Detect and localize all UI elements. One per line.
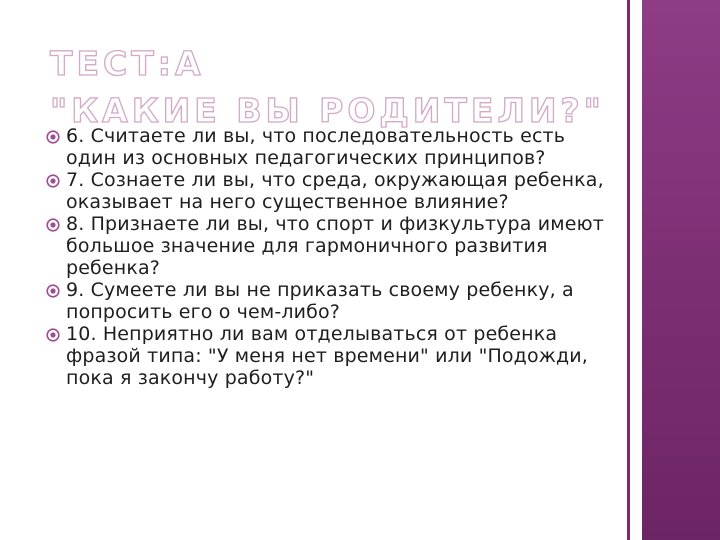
list-item-text: 6. Считаете ли вы, что последовательность есть один из основных педагогических принципов? (66, 125, 566, 169)
list-item-text: 8. Признаете ли вы, что спорт и физкультура имеют большое значение для гармоничного развития ребенка? (66, 213, 604, 279)
target-bullet-icon (46, 218, 60, 232)
target-bullet-icon (46, 174, 60, 188)
list-item (46, 169, 616, 213)
decorative-gap (630, 0, 642, 540)
title-line-1: ТЕСТ:А (50, 44, 205, 83)
list-item-text: 10. Неприятно ли вам отделываться от ребенка фразой типа: "У меня нет времени" или "Подожди, пока я закончу работу?" (66, 323, 588, 389)
list-item-text: 7. Сознаете ли вы, что среда, окружающая ребенка, оказывает на него существенное влияние? (66, 169, 604, 213)
list-item (46, 213, 616, 279)
list-item (46, 125, 616, 169)
list-item (46, 323, 616, 389)
list-item-text: 9. Сумеете ли вы не приказать своему ребенку, а попросить его о чем-либо? (66, 279, 574, 323)
target-bullet-icon (46, 130, 60, 144)
target-bullet-icon (46, 284, 60, 298)
question-list (46, 125, 616, 389)
decorative-side-bar (642, 0, 720, 540)
target-bullet-icon (46, 328, 60, 342)
slide-title (50, 40, 610, 134)
title-line-2: "КАКИЕ ВЫ РОДИТЕЛИ?" (50, 91, 605, 130)
list-item (46, 279, 616, 323)
